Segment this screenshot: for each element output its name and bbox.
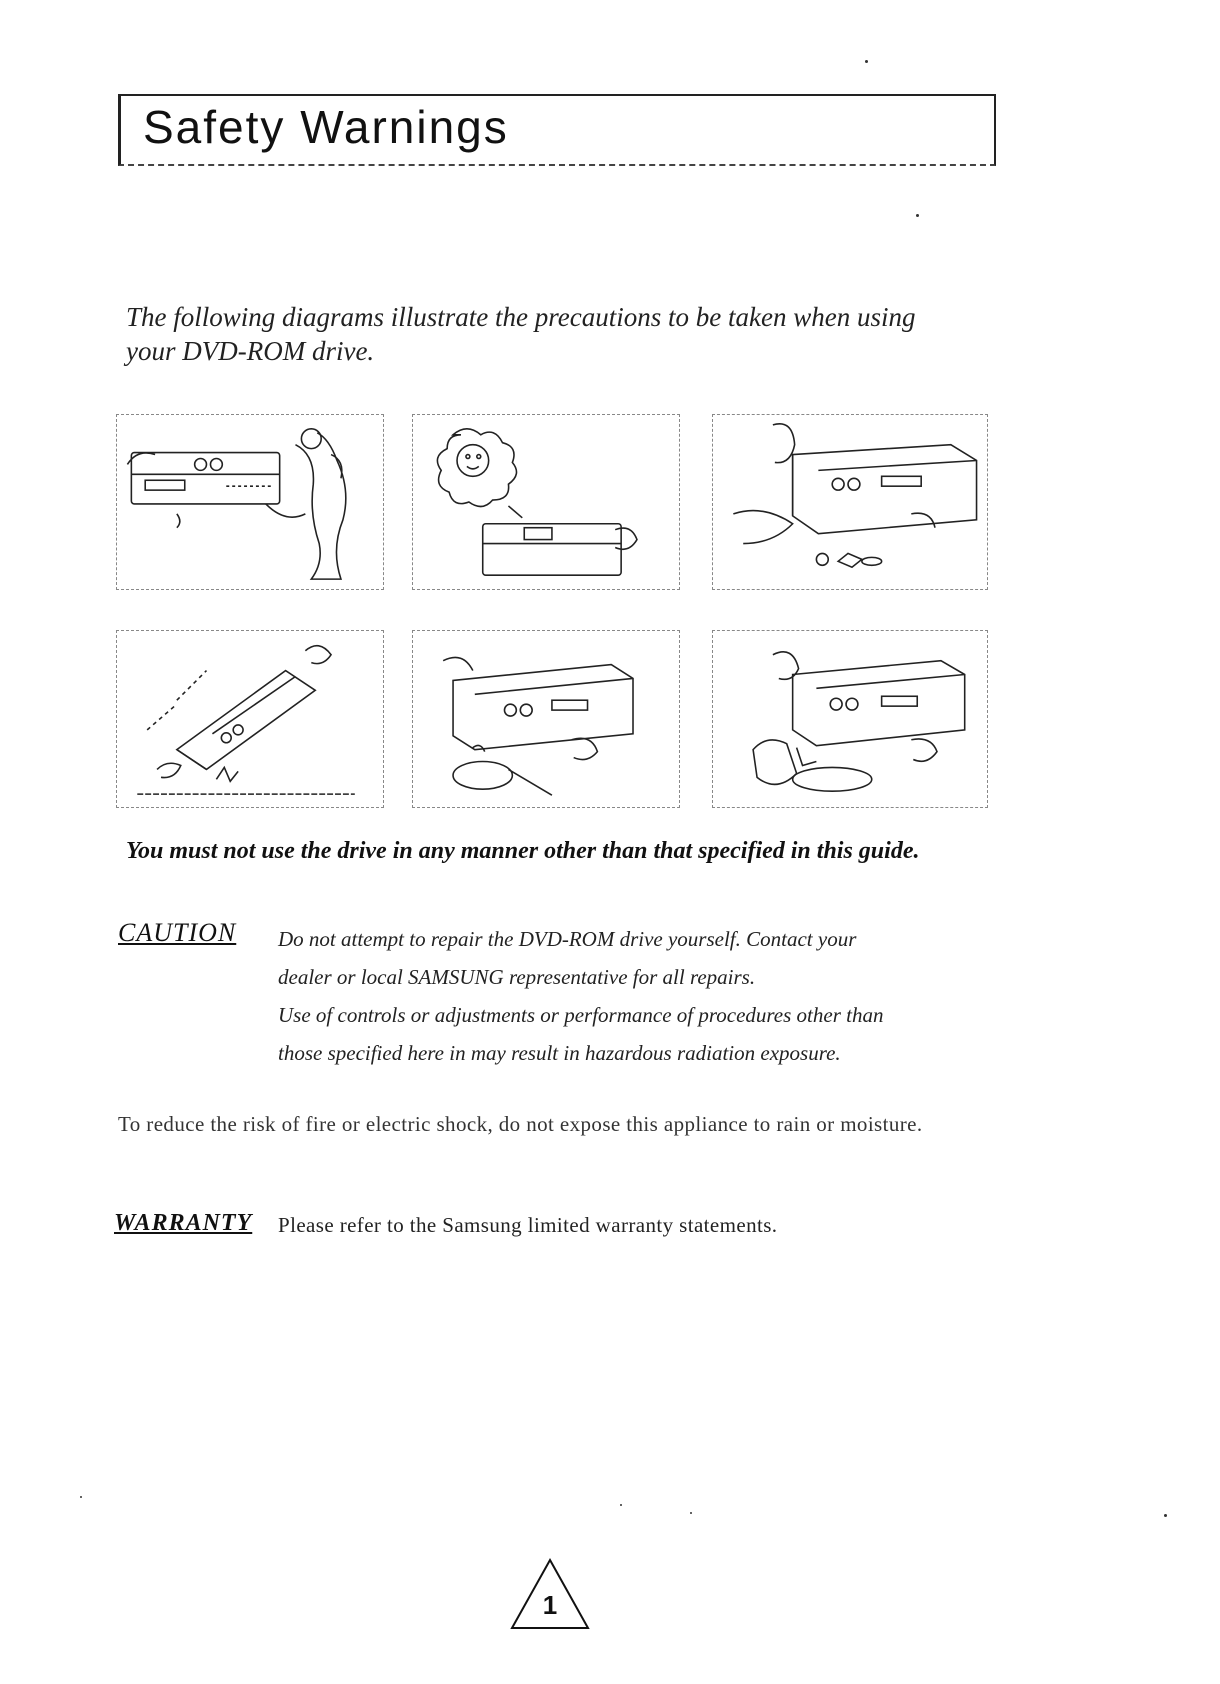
intro-line-2: your DVD-ROM drive. (126, 336, 375, 366)
scan-speck (690, 1512, 692, 1514)
warranty-label: WARRANTY (114, 1210, 253, 1236)
intro-text (126, 300, 1006, 368)
diagram-panel-3 (712, 414, 988, 590)
caution-line-4: those specified here in may result in hazardous radiation exposure. (278, 1041, 841, 1065)
diagram-panel-2 (412, 414, 680, 590)
warranty-text: Please refer to the Samsung limited warranty statements. (278, 1213, 778, 1237)
caution-line-3: Use of controls or adjustments or performance of procedures other than (278, 1003, 884, 1027)
intro-line-1: The following diagrams illustrate the precautions to be taken when using (126, 302, 916, 332)
usage-notice: You must not use the drive in any manner other than that specified in this guide. (126, 838, 920, 864)
drive-and-magnifier-icon (413, 631, 679, 807)
page-number: 1 (542, 1590, 558, 1620)
diagram-panel-1 (116, 414, 384, 590)
caution-line-2: dealer or local SAMSUNG representative for all repairs. (278, 965, 756, 989)
scan-speck (80, 1496, 82, 1498)
scan-speck (865, 60, 868, 63)
sun-heat-drive-icon (413, 415, 679, 589)
scan-speck (620, 1504, 622, 1506)
diagram-panel-6 (712, 630, 988, 808)
scan-speck (1164, 1514, 1167, 1517)
drive-with-hand-and-pins-icon (713, 415, 987, 589)
drive-with-drink-icon (713, 631, 987, 807)
shock-warning: To reduce the risk of fire or electric shock, do not expose this appliance to rain or moisture. (118, 1112, 923, 1136)
falling-drive-icon (117, 631, 383, 807)
page-title: Safety Warnings (143, 101, 509, 153)
page-number-badge (508, 1556, 592, 1632)
scan-speck (916, 214, 919, 217)
drive-and-water-figure-icon (117, 415, 383, 589)
caution-line-1: Do not attempt to repair the DVD-ROM drive yourself. Contact your (278, 927, 857, 951)
diagram-panel-5 (412, 630, 680, 808)
caution-text (278, 920, 978, 1072)
title-box (118, 94, 996, 166)
diagram-panel-4 (116, 630, 384, 808)
caution-label: CAUTION (118, 918, 237, 947)
